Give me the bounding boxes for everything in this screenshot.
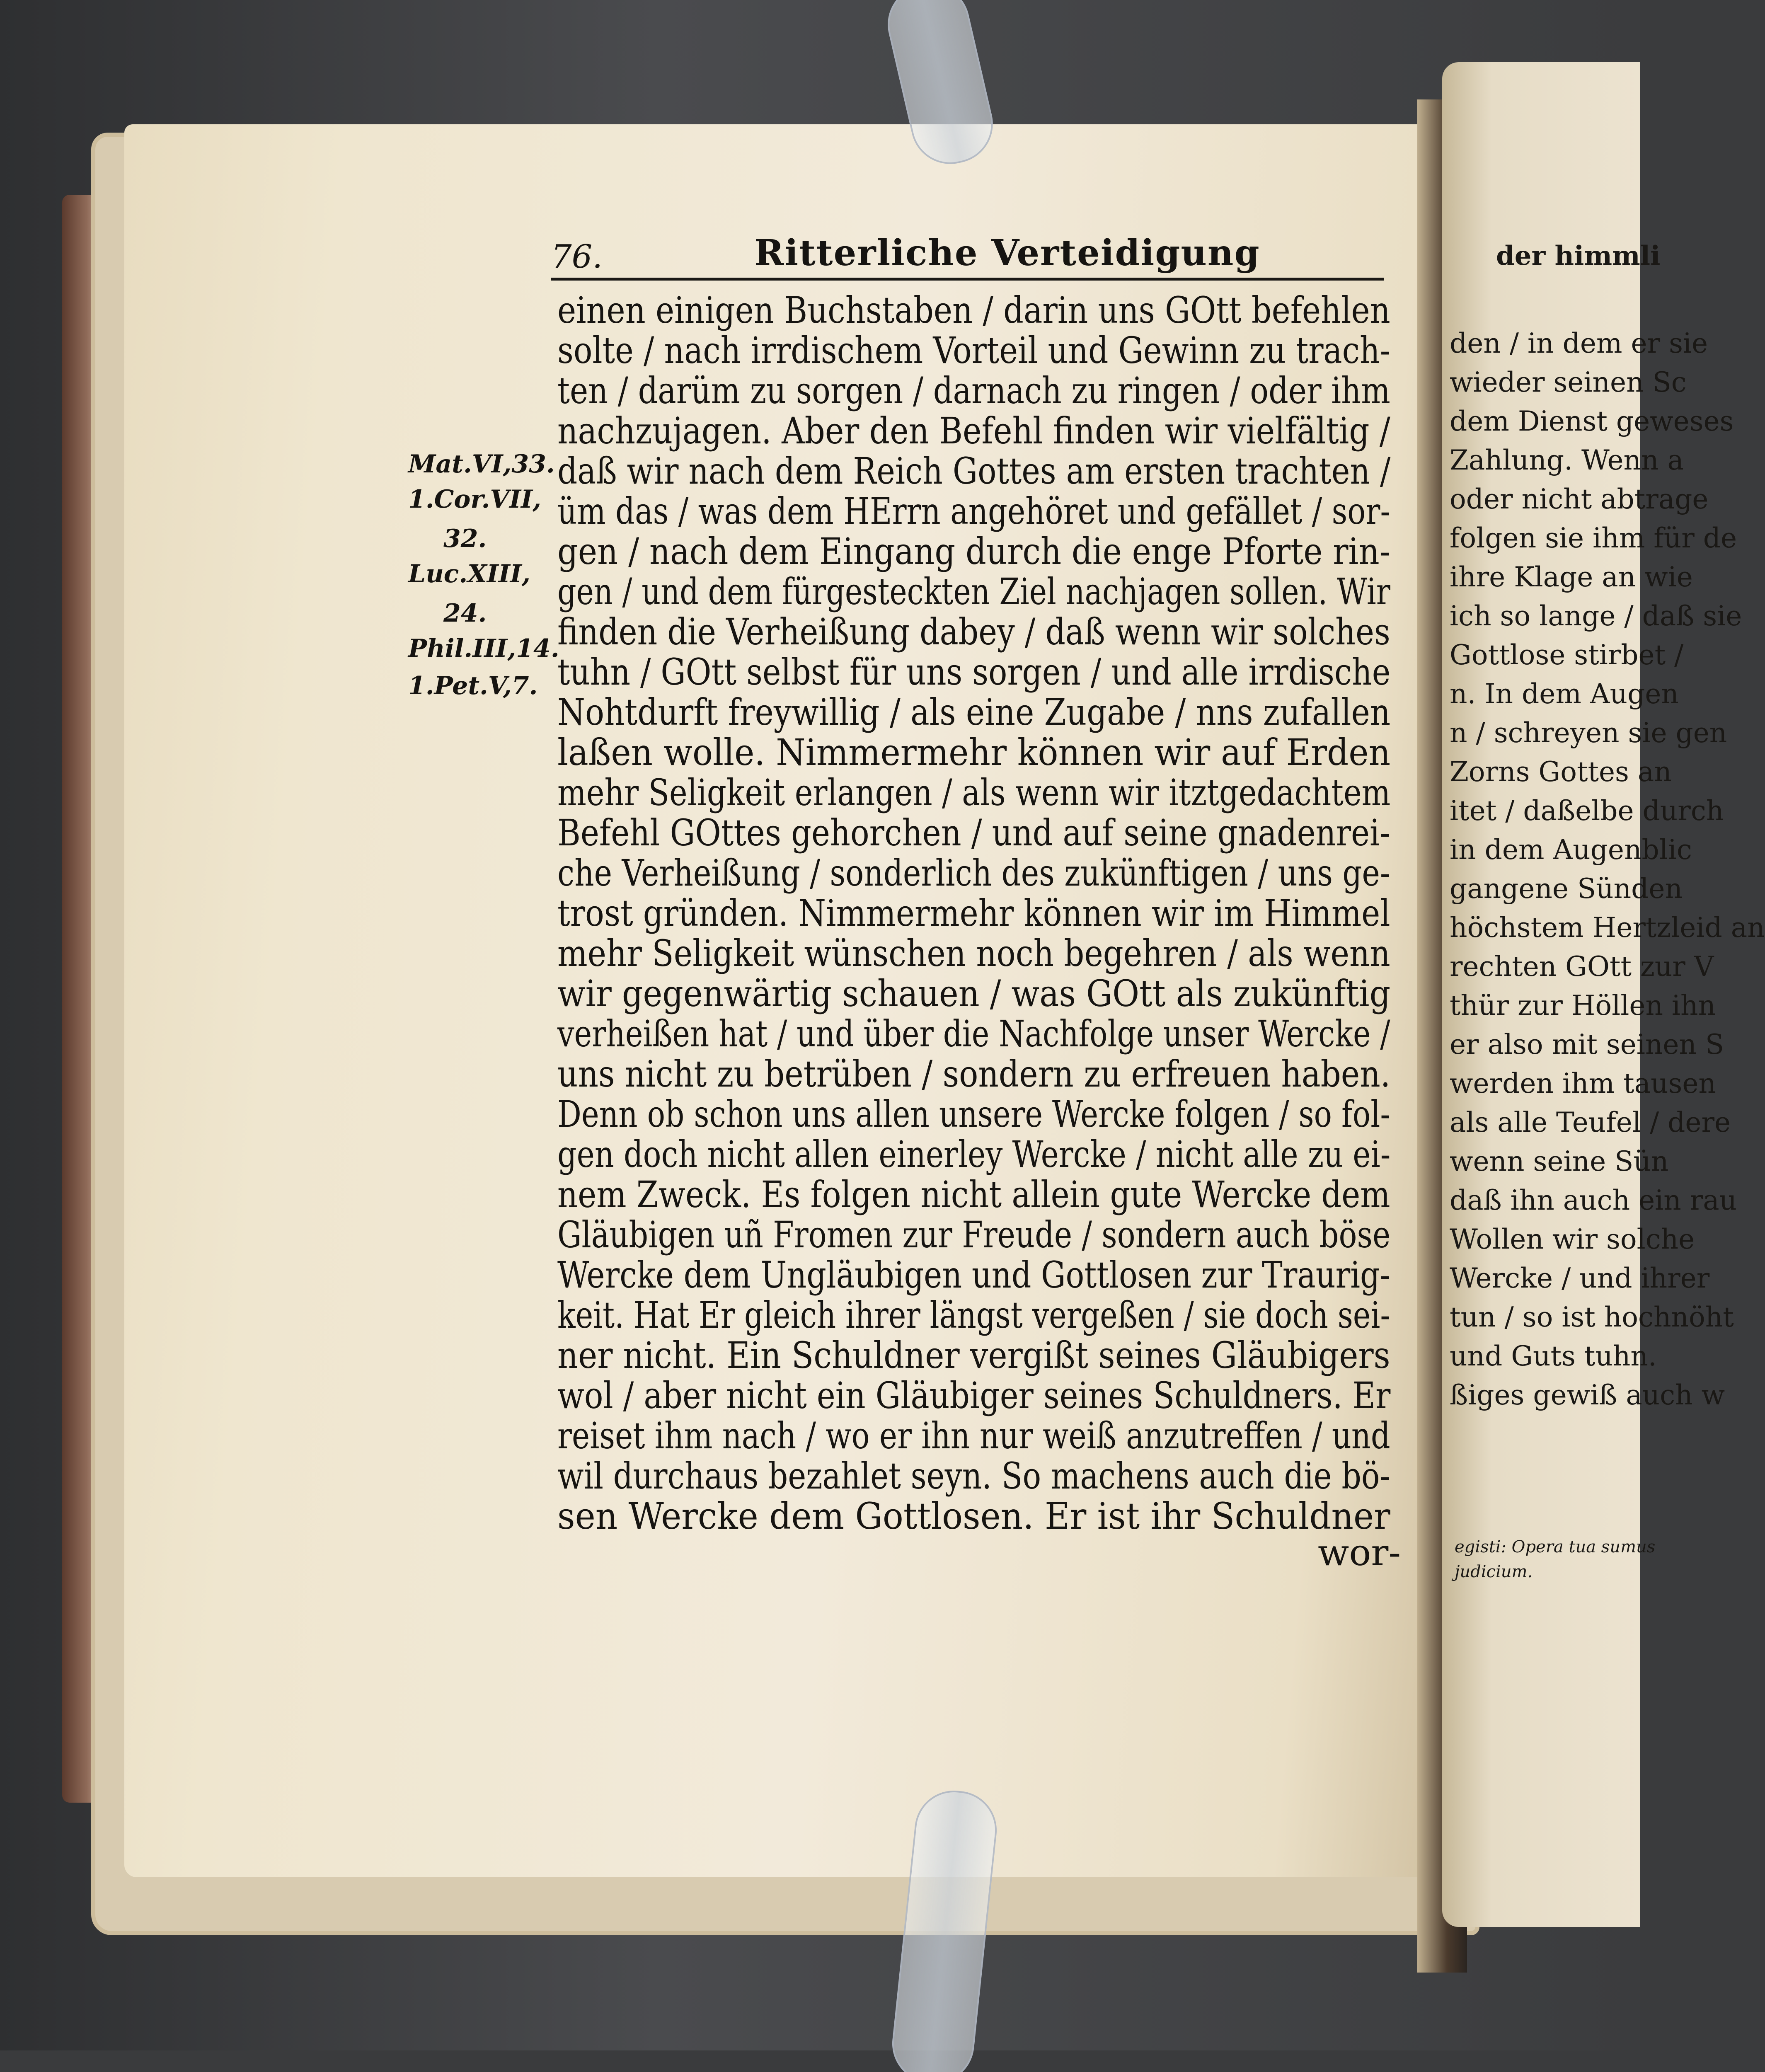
body-line: sen Wercke dem Gottlosen. Er ist ihr Schuldner (557, 1495, 1390, 1537)
head-rule (551, 278, 1384, 281)
body-line: wol / aber nicht ein Gläubiger seines Schuldners. Er (557, 1374, 1391, 1417)
right-page-line: höchstem Hertzleid an (1450, 912, 1765, 944)
body-line: reiset ihm nach / wo er ihn nur weiß anzutreffen / und (557, 1414, 1390, 1457)
body-line: üm das / was dem HErrn angehöret und gefället / sor- (557, 490, 1391, 533)
body-line: gen / und dem fürgesteckten Ziel nachjagen sollen. Wir (557, 570, 1390, 613)
right-page-line: Zahlung. Wenn a (1450, 444, 1684, 476)
right-page-line: n / schreyen sie gen (1450, 717, 1727, 749)
page-number: 76. (551, 238, 603, 276)
body-line: laßen wolle. Nimmermehr können wir auf Erden (557, 731, 1391, 774)
right-page-line: den / in dem er sie (1450, 327, 1708, 359)
right-page-line: wieder seinen Sc (1450, 366, 1687, 398)
right-page-footnote-line: judicium. (1455, 1562, 1533, 1581)
right-page-line: rechten GOtt zur V (1450, 951, 1714, 983)
body-line: Denn ob schon uns allen unsere Wercke folgen / so fol- (557, 1093, 1390, 1135)
body-line: keit. Hat Er gleich ihrer längst vergeßen / sie doch sei- (557, 1294, 1390, 1336)
right-page-line: in dem Augenblic (1450, 834, 1692, 866)
body-line: ten / darüm zu sorgen / darnach zu ringen / oder ihm (557, 369, 1390, 412)
right-page-line: gangene Sünden (1450, 873, 1683, 905)
body-line: nem Zweck. Es folgen nicht allein gute Wercke dem (557, 1173, 1390, 1216)
right-page-line: und Guts tuhn. (1450, 1340, 1657, 1372)
body-line: mehr Seligkeit wünschen noch begehren / als wenn (557, 932, 1390, 975)
right-page-line: itet / daßelbe durch (1450, 795, 1724, 827)
body-line: nachzujagen. Aber den Befehl finden wir vielfältig / (557, 409, 1390, 452)
right-page-line: n. In dem Augen (1450, 678, 1679, 710)
body-line: Befehl GOttes gehorchen / und auf seine gnadenrei- (557, 811, 1391, 854)
body-line: einen einigen Buchstaben / darin uns GOtt befehlen (557, 289, 1390, 332)
body-line: wil durchaus bezahlet seyn. So machens auch die bö- (557, 1455, 1390, 1497)
margin-note: Luc.XIII, (408, 559, 530, 588)
right-page-line: daß ihn auch ein rau (1450, 1184, 1737, 1216)
right-page-line: Wollen wir solche (1450, 1223, 1695, 1255)
right-page (1442, 62, 1765, 1927)
body-line: finden die Verheißung dabey / daß wenn wir solches (557, 610, 1390, 653)
margin-note: 1.Cor.VII, (408, 485, 541, 514)
running-head: Ritterliche Verteidigung (754, 232, 1260, 274)
right-page-footnote-line: egisti: Opera tua sumus (1455, 1537, 1656, 1556)
body-line: ner nicht. Ein Schuldner vergißt seines Gläubigers (557, 1334, 1390, 1377)
margin-note: Mat.VI,33. (408, 450, 555, 479)
right-page-line: als alle Teufel / dere (1450, 1106, 1731, 1138)
right-page-line: tun / so ist hochnöht (1450, 1301, 1734, 1333)
body-line: tuhn / GOtt selbst für uns sorgen / und alle irrdische (557, 651, 1391, 693)
body-line: solte / nach irrdischem Vorteil und Gewinn zu trach- (557, 329, 1391, 372)
right-page-line: thür zur Höllen ihn (1450, 990, 1716, 1021)
right-page-line: ßiges gewiß auch w (1450, 1379, 1725, 1411)
right-page-line: oder nicht abtrage (1450, 483, 1709, 515)
margin-note: Phil.III,14. (408, 634, 559, 663)
body-line: gen doch nicht allen einerley Wercke / nicht alle zu ei- (557, 1133, 1391, 1176)
body-line: mehr Seligkeit erlangen / als wenn wir itztgedachtem (557, 771, 1391, 814)
margin-note: 32. (443, 524, 487, 553)
body-line: daß wir nach dem Reich Gottes am ersten trachten / (557, 450, 1391, 492)
right-page-line: ich so lange / daß sie (1450, 600, 1742, 632)
body-line: trost gründen. Nimmermehr können wir im Himmel (557, 892, 1390, 934)
body-line: Wercke dem Ungläubigen und Gottlosen zur Traurig- (557, 1254, 1390, 1296)
right-page-line: ihre Klage an wie (1450, 561, 1693, 593)
right-page-line: folgen sie ihm für de (1450, 522, 1737, 554)
body-line: verheißen hat / und über die Nachfolge unser Wercke / (557, 1012, 1390, 1055)
right-page-line: dem Dienst geweses (1450, 405, 1734, 437)
margin-note: 1.Pet.V,7. (408, 671, 538, 700)
right-page-line: er also mit seinen S (1450, 1029, 1724, 1060)
right-page-line: Gottlose stirbet / (1450, 639, 1684, 671)
catchword: wor- (1318, 1531, 1401, 1574)
right-page-line: werden ihm tausen (1450, 1067, 1716, 1099)
right-running-head: der himmli (1496, 240, 1661, 271)
body-line: uns nicht zu betrüben / sondern zu erfreuen haben. (557, 1053, 1391, 1095)
right-page-line: wenn seine Sün (1450, 1145, 1669, 1177)
body-line: Nohtdurft freywillig / als eine Zugabe / nns zufallen (557, 691, 1391, 733)
right-page-line: Zorns Gottes an (1450, 756, 1672, 788)
body-line: wir gegenwärtig schauen / was GOtt als zukünftig (557, 972, 1391, 1015)
margin-note: 24. (443, 599, 487, 628)
right-page-line: Wercke / und ihrer (1450, 1262, 1710, 1294)
body-line: gen / nach dem Eingang durch die enge Pforte rin- (557, 530, 1390, 573)
body-line: Gläubigen uñ Fromen zur Freude / sondern auch böse (557, 1213, 1391, 1256)
body-line: che Verheißung / sonderlich des zukünftigen / uns ge- (557, 852, 1390, 894)
